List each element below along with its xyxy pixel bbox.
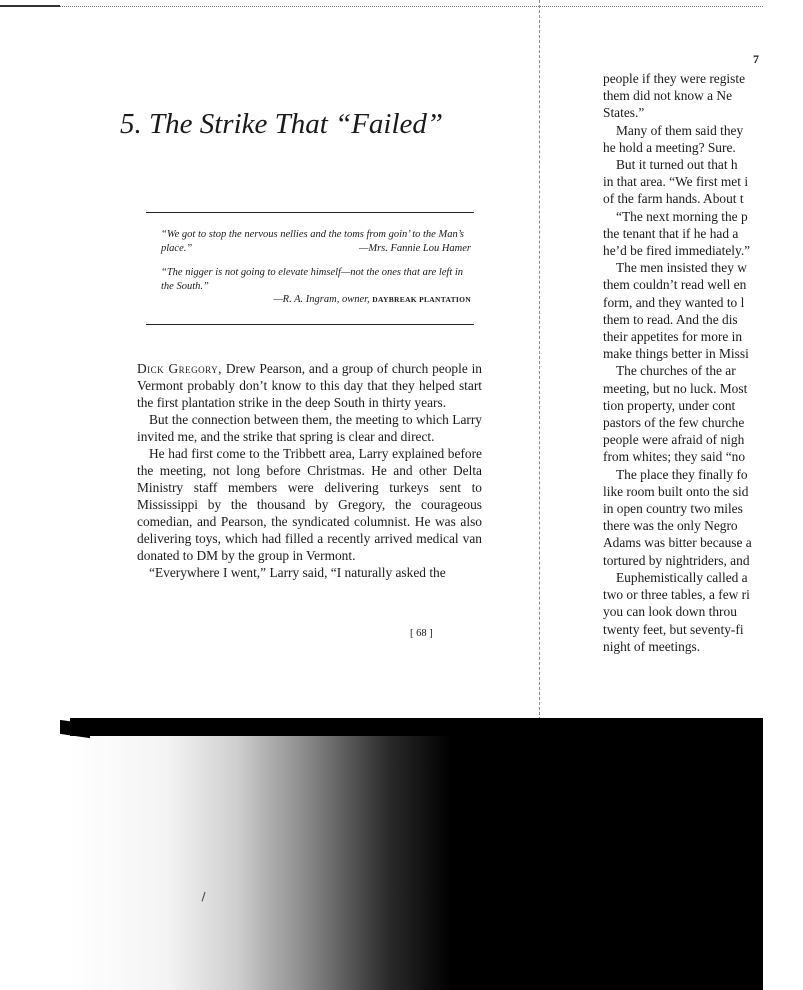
right-page-line: make things better in Missi bbox=[603, 346, 749, 362]
right-page-body bbox=[603, 70, 803, 654]
epigraph-1 bbox=[161, 228, 471, 255]
right-page-line: The place they finally fo bbox=[616, 466, 748, 482]
right-page-line: meeting, but no luck. Most bbox=[603, 380, 748, 396]
right-page-line: the tenant that if he had a bbox=[603, 225, 739, 241]
right-page-line: form, and they wanted to l bbox=[603, 294, 745, 310]
epigraph-rule-bottom bbox=[146, 324, 474, 325]
left-page-body bbox=[137, 360, 482, 581]
right-page-line: “The next morning the p bbox=[616, 208, 748, 224]
right-page-line: tortured by nightriders, and bbox=[603, 552, 750, 568]
epigraph-rule-top bbox=[146, 212, 474, 213]
right-page-line: them couldn’t read well en bbox=[603, 277, 747, 293]
right-page-line: The churches of the ar bbox=[616, 363, 736, 379]
top-page-edge bbox=[0, 6, 763, 8]
right-page-line: pastors of the few churche bbox=[603, 415, 745, 431]
right-page-line: their appetites for more in bbox=[603, 329, 743, 345]
right-page-line: tion property, under cont bbox=[603, 397, 736, 413]
chapter-title: 5. The Strike That “Failed” bbox=[120, 108, 444, 140]
right-page-line: But it turned out that h bbox=[616, 157, 738, 173]
scan-shadow-edge bbox=[70, 718, 763, 736]
right-page-line: them did not know a Ne bbox=[603, 88, 733, 104]
right-page-line: of the farm hands. About t bbox=[603, 191, 744, 207]
paragraph-2: But the connection between them, the meeting to which Larry invited me, and the strike that spring is clear and direct. bbox=[137, 412, 482, 444]
opening-small-caps: Dick Gregory, bbox=[137, 361, 223, 376]
right-page-line: in open country two miles bbox=[603, 501, 743, 517]
right-page-line: in that area. “We first met i bbox=[603, 174, 749, 190]
right-page-line: them to read. And the dis bbox=[603, 311, 738, 327]
right-page-line: people if they were registe bbox=[603, 71, 746, 86]
epigraph-2-attribution bbox=[161, 293, 471, 307]
page-number: [ 68 ] bbox=[410, 628, 433, 639]
scan-shadow-corner bbox=[60, 720, 90, 738]
right-page-line: people were afraid of nigh bbox=[603, 432, 745, 448]
right-page-line: Adams was bitter because a bbox=[603, 535, 752, 551]
paragraph-3: He had first come to the Tribbett area, Larry explained before the meeting, not long before Christmas. He and other Delta Ministry staff members were delivering turkeys sent to Mississippi by the thousand by Gregory, the courageous comedian, and Pearson, the syndicated columnist. He was also delivering toys, which had filled a recently arrived medical van donated to DM by the group in Vermont. bbox=[137, 446, 482, 563]
right-page-line: you can look down throu bbox=[603, 604, 737, 620]
right-page-line: night of meetings. bbox=[603, 638, 701, 654]
epigraph-2-quote: “The nigger is not going to elevate himself—not the ones that are left in the South.” bbox=[161, 267, 464, 292]
epigraph-1-attribution: —Mrs. Fannie Lou Hamer bbox=[359, 242, 471, 254]
right-page-line: he hold a meeting? Sure. bbox=[603, 139, 736, 155]
paragraph-1-text: Drew Pearson, and a group of church people in Vermont probably don’t know to this day that they helped start the first plantation strike in the deep South in thirty years. bbox=[137, 361, 483, 410]
paragraph-4: “Everywhere I went,” Larry said, “I naturally asked the bbox=[149, 565, 446, 580]
right-running-head: 7 bbox=[753, 52, 759, 66]
top-page-edge-mark bbox=[0, 5, 60, 7]
right-page-line: he’d be fired immediately.” bbox=[603, 243, 751, 259]
right-page-line: Euphemistically called a bbox=[616, 569, 748, 585]
right-page-line: from whites; they said “no bbox=[603, 449, 746, 465]
right-page-line: there was the only Negro bbox=[603, 518, 738, 534]
paragraph-1 bbox=[137, 360, 482, 411]
right-page-line: The men insisted they w bbox=[616, 260, 747, 276]
right-page-line: Many of them said they bbox=[616, 122, 744, 138]
epigraph-2 bbox=[161, 266, 471, 307]
epigraph-1-quote: “We got to stop the nervous nellies and the toms from goin’ to the Man’s place.” bbox=[161, 229, 464, 254]
right-page-line: two or three tables, a few ri bbox=[603, 587, 750, 603]
epigraph-2-attribution-place: DAYBREAK PLANTATION bbox=[372, 295, 471, 304]
right-page-line: like room built onto the sid bbox=[603, 483, 749, 499]
right-page-line: States.” bbox=[603, 105, 645, 121]
epigraph-2-attribution-name: —R. A. Ingram, owner, bbox=[273, 294, 370, 305]
scan-shadow bbox=[70, 718, 763, 990]
right-page-line: twenty feet, but seventy-fi bbox=[603, 621, 744, 637]
